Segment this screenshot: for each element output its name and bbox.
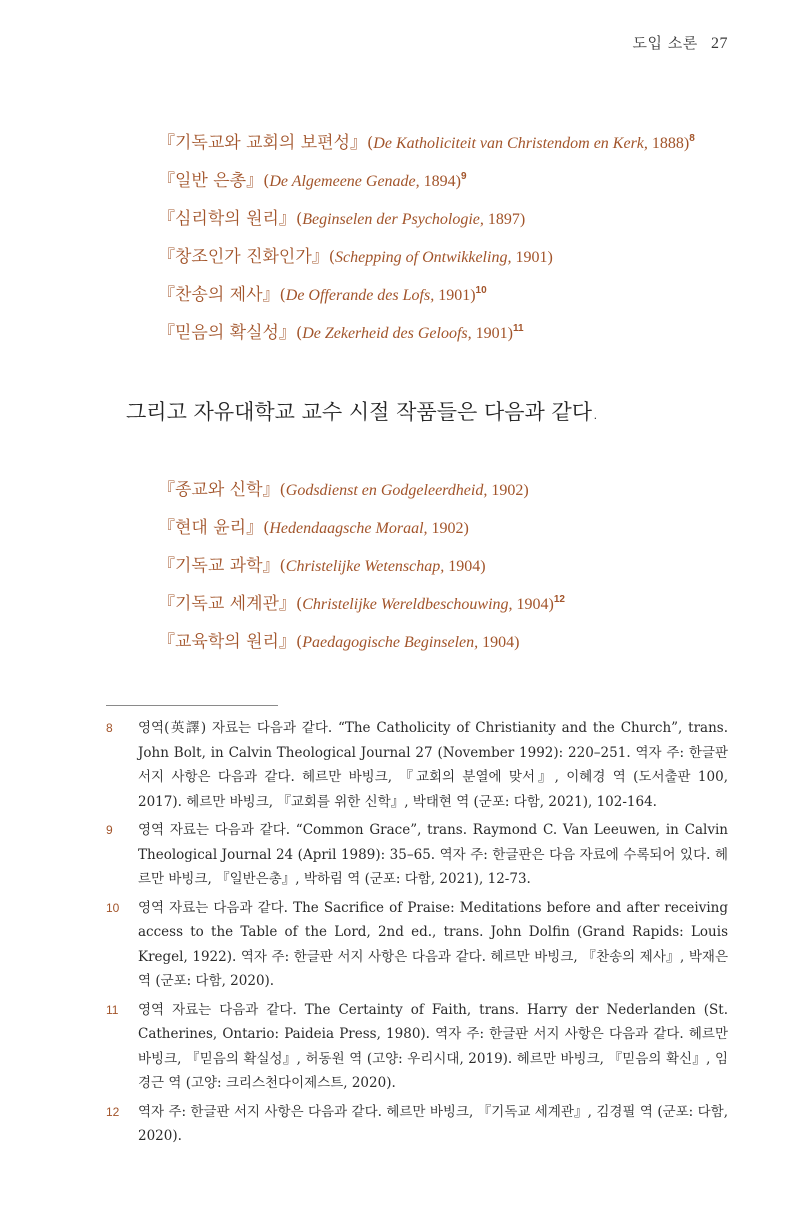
book-list-early xyxy=(158,124,758,352)
korean-title: 『창조인가 진화인가』 xyxy=(158,247,329,267)
page-number: 27 xyxy=(711,35,728,52)
book-entry: 『찬송의 제사』(De Offerande des Lofs, 1901)$^{10}$ xyxy=(158,285,487,305)
intro-sentence: 그리고 자유대학교 교수 시절 작품들은 다음과 같다. xyxy=(126,400,599,424)
original-title: Godsdienst en Godgeleerdheid, xyxy=(285,482,488,499)
publication-year: 1901) xyxy=(511,249,553,266)
footnote-number: 9 xyxy=(106,823,113,837)
footnote xyxy=(106,896,728,994)
korean-title: 『종교와 신학』 xyxy=(158,480,280,500)
footnote xyxy=(106,818,728,892)
korean-title: 『교육학의 원리』 xyxy=(158,632,296,652)
original-title: Christelijke Wetenschap, xyxy=(285,558,445,575)
original-title: De Offerande des Lofs, xyxy=(285,287,435,304)
original-title: Christelijke Wereldbeschouwing, xyxy=(302,596,513,613)
footnote-ref[interactable]: 12 xyxy=(553,594,565,605)
original-title: De Algemeene Genade, xyxy=(269,173,420,190)
original-title: De Zekerheid des Geloofs, xyxy=(302,325,472,342)
footnote-ref[interactable]: 9 xyxy=(460,171,467,182)
original-title: Paedagogische Beginselen, xyxy=(302,634,479,651)
publication-year: 1901) xyxy=(434,287,476,304)
book-entry: 『창조인가 진화인가』(Schepping of Ontwikkeling, 1901) xyxy=(158,247,553,267)
footnote-ref[interactable]: 8 xyxy=(689,133,695,144)
korean-title: 『기독교와 교회의 보편성』 xyxy=(158,133,368,153)
book-entry: 『심리학의 원리』(Beginselen der Psychologie, 1897) xyxy=(158,209,526,229)
publication-year: 1888) xyxy=(647,135,690,152)
book-entry: 『기독교 세계관』(Christelijke Wereldbeschouwing, 1904)$^{12}$ xyxy=(158,594,565,614)
running-header xyxy=(632,32,728,53)
footnote-divider xyxy=(106,705,278,706)
publication-year: 1901) xyxy=(471,325,513,342)
footnote xyxy=(106,1100,728,1149)
footnote xyxy=(106,998,728,1096)
korean-title: 『현대 윤리』 xyxy=(158,518,264,538)
publication-year: 1894) xyxy=(419,173,461,190)
book-list-later xyxy=(158,471,758,661)
footnote-text: 영역 자료는 다음과 같다. “Common Grace”, trans. Raymond C. Van Leeuwen, in Calvin Theological Journal 24 (April 1989): 35–65. 역자 주: 한글판은 다음 자료에 수록되어 있다. 헤르만 바빙크, 『일반은총』, 박하림 역 (군포: 다함, 2021), 12-73. xyxy=(138,822,728,887)
original-title: Beginselen der Psychologie, xyxy=(302,211,484,228)
korean-title: 『믿음의 확실성』 xyxy=(158,323,296,343)
footnote-text: 영역(英譯) 자료는 다음과 같다. “The Catholicity of Christianity and the Church”, trans. John Bolt, in Calvin Theological Journal 27 (November 1992): 220–251. 역자 주: 한글판 서지 사항은 다음과 같다. 헤르만 바빙크, 『교회의 분열에 맞서』, 이혜경 역 (도서출판 100, 2017). 헤르만 바빙크, 『교회를 위한 신학』, 박태현 역 (군포: 다함, 2021), 102-164. xyxy=(138,720,728,810)
book-entry: 『믿음의 확실성』(De Zekerheid des Geloofs, 1901)$^{11}$ xyxy=(158,323,524,343)
footnote xyxy=(106,716,728,814)
section-title: 도입 소론 xyxy=(632,34,698,52)
publication-year: 1902) xyxy=(427,520,469,537)
korean-title: 『일반 은총』 xyxy=(158,171,264,191)
book-entry: 『현대 윤리』(Hedendaagsche Moraal, 1902) xyxy=(158,518,469,538)
publication-year: 1904) xyxy=(512,596,554,613)
footnote-number: 10 xyxy=(106,900,120,915)
book-entry: 『기독교와 교회의 보편성』(De Katholiciteit van Christendom en Kerk, 1888)$^8$ xyxy=(158,133,695,153)
footnotes xyxy=(106,716,728,1153)
book-entry: 『기독교 과학』(Christelijke Wetenschap, 1904) xyxy=(158,556,486,576)
footnote-ref[interactable]: 11 xyxy=(512,323,524,334)
korean-title: 『기독교 과학』 xyxy=(158,556,280,576)
original-title: Hedendaagsche Moraal, xyxy=(269,520,428,537)
footnote-text: 영역 자료는 다음과 같다. The Sacrifice of Praise: Meditations before and after receiving access to the Table of the Lord, 2nd ed., trans. John Dolfin (Grand Rapids: Louis Kregel, 1922). 역자 주: 한글판 서지 사항은 다음과 같다. 헤르만 바빙크, 『찬송의 제사』, 박재은 역 (군포: 다함, 2020). xyxy=(138,899,728,989)
original-title: Schepping of Ontwikkeling, xyxy=(335,249,512,266)
korean-title: 『기독교 세계관』 xyxy=(158,594,296,614)
publication-year: 1897) xyxy=(483,211,526,228)
publication-year: 1902) xyxy=(487,482,529,499)
footnote-number: 12 xyxy=(106,1104,120,1119)
publication-year: 1904) xyxy=(478,634,520,651)
korean-title: 『심리학의 원리』 xyxy=(158,209,296,229)
publication-year: 1904) xyxy=(444,558,486,575)
footnote-text: 역자 주: 한글판 서지 사항은 다음과 같다. 헤르만 바빙크, 『기독교 세계관』, 김경필 역 (군포: 다함, 2020). xyxy=(138,1103,728,1144)
footnote-ref[interactable]: 10 xyxy=(475,285,487,296)
original-title: De Katholiciteit van Christendom en Kerk, xyxy=(373,135,648,152)
korean-title: 『찬송의 제사』 xyxy=(158,285,280,305)
book-entry: 『일반 은총』(De Algemeene Genade, 1894)$^9$ xyxy=(158,171,467,191)
book-entry: 『종교와 신학』(Godsdienst en Godgeleerdheid, 1902) xyxy=(158,480,529,500)
footnote-number: 11 xyxy=(106,1002,119,1017)
book-entry: 『교육학의 원리』(Paedagogische Beginselen, 1904) xyxy=(158,632,520,652)
footnote-number: 8 xyxy=(106,721,113,735)
footnote-text: 영역 자료는 다음과 같다. The Certainty of Faith, trans. Harry der Nederlanden (St. Catherines, Ontario: Paideia Press, 1980). 역자 주: 한글판 서지 사항은 다음과 같다. 헤르만 바빙크, 『믿음의 확실성』, 허동원 역 (고양: 우리시대, 2019). 헤르만 바빙크, 『믿음의 확신』, 임경근 역 (고양: 크리스천다이제스트, 2020). xyxy=(138,1001,728,1091)
